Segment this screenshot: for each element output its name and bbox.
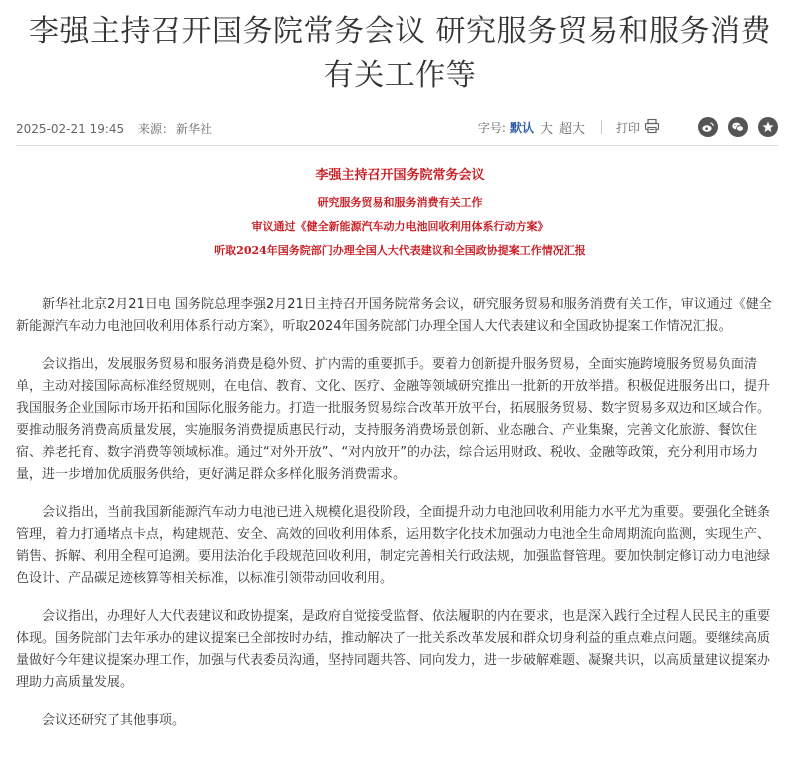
font-size-xlarge-button[interactable]: 超大 — [558, 121, 585, 137]
source-name: 新华社 — [175, 122, 212, 136]
subhead-topic: 研究服务贸易和服务消费有关工作 — [317, 196, 483, 209]
paragraph: 会议指出，办理好人大代表建议和政协提案，是政府自觉接受监督、依法履职的内在要求，也是深入践行全过程人民民主的重要体现。国务院部门去年承办的建议提案已全部按时办结，推动解决了一批关系改革发展和群众切身利益的重点难点问题。要继续高质量做好今年建议提案办理工作，加强与代表委员沟通，坚持同题共答、同向发力，进一步破解难题、凝聚共识，以高质量建议提案办理助力高质量发展。 — [16, 609, 771, 690]
printer-icon — [644, 118, 660, 137]
article-subheads — [16, 166, 784, 260]
font-size-default-button[interactable]: 默认 — [509, 120, 534, 135]
font-size-label: 字号: — [477, 120, 506, 135]
article-body — [16, 294, 780, 748]
subhead-review: 审议通过《健全新能源汽车动力电池回收利用体系行动方案》 — [251, 220, 549, 233]
print-label: 打印 — [615, 120, 640, 135]
article-title: 李强主持召开国务院常务会议 研究服务贸易和服务消费有关工作等 — [28, 14, 772, 93]
subhead-main: 李强主持召开国务院常务会议 — [315, 168, 485, 183]
source-label: 来源： — [137, 122, 174, 136]
star-icon[interactable] — [758, 117, 778, 137]
toolbar-divider — [601, 120, 602, 134]
subhead-report: 听取2024年国务院部门办理全国人大代表建议和全国政协提案工作情况汇报 — [214, 244, 586, 257]
article-info — [16, 120, 222, 137]
wechat-icon[interactable] — [728, 117, 748, 137]
print-button[interactable] — [616, 118, 660, 137]
paragraph: 会议指出，发展服务贸易和服务消费是稳外贸、扩内需的重要抓手。要着力创新提升服务贸易，全面实施跨境服务贸易负面清单，主动对接国际高标准经贸规则，在电信、教育、文化、医疗、金融等领域研究推出一批新的开放举措。积极促进服务出口，提升我国服务企业国际市场开拓和国际化服务能力。打造一批服务贸易综合改革开放平台，拓展服务贸易、数字贸易多双边和区域合作。要推动服务消费高质量发展，实施服务消费提质惠民行动，支持服务消费场景创新、业态融合、产业集聚，完善文化旅游、餐饮住宿、养老托育、数字消费等领域标准。通过“对外开放”、“对内放开”的办法，综合运用财政、税收、金融等政策，充分利用市场力量，进一步增加优质服务供给，更好满足群众多样化服务消费需求。 — [16, 357, 771, 482]
paragraph: 新华社北京2月21日电 国务院总理李强2月21日主持召开国务院常务会议，研究服务贸易和服务消费有关工作，审议通过《健全新能源汽车动力电池回收利用体系行动方案》，听取2024年国务院部门办理全国人大代表建议和全国政协提案工作情况汇报。 — [16, 297, 772, 334]
article-tools — [478, 114, 778, 140]
weibo-icon[interactable] — [698, 117, 718, 137]
font-size-large-button[interactable]: 大 — [539, 121, 553, 137]
paragraph: 会议指出，当前我国新能源汽车动力电池已进入规模化退役阶段，全面提升动力电池回收利用能力水平尤为重要。要强化全链条管理，着力打通堵点卡点，构建规范、安全、高效的回收利用体系，运用数字化技术加强动力电池全生命周期流向监测，实现生产、销售、拆解、利用全程可追溯。要用法治化手段规范回收利用，制定完善相关行政法规，加强监督管理。要加快制定修订动力电池绿色设计、产品碳足迹核算等相关标准，以标准引领带动回收利用。 — [16, 505, 771, 586]
publish-date: 2025-02-21 19:45 — [16, 122, 125, 136]
paragraph: 会议还研究了其他事项。 — [42, 713, 186, 728]
article-meta-bar — [16, 110, 778, 146]
